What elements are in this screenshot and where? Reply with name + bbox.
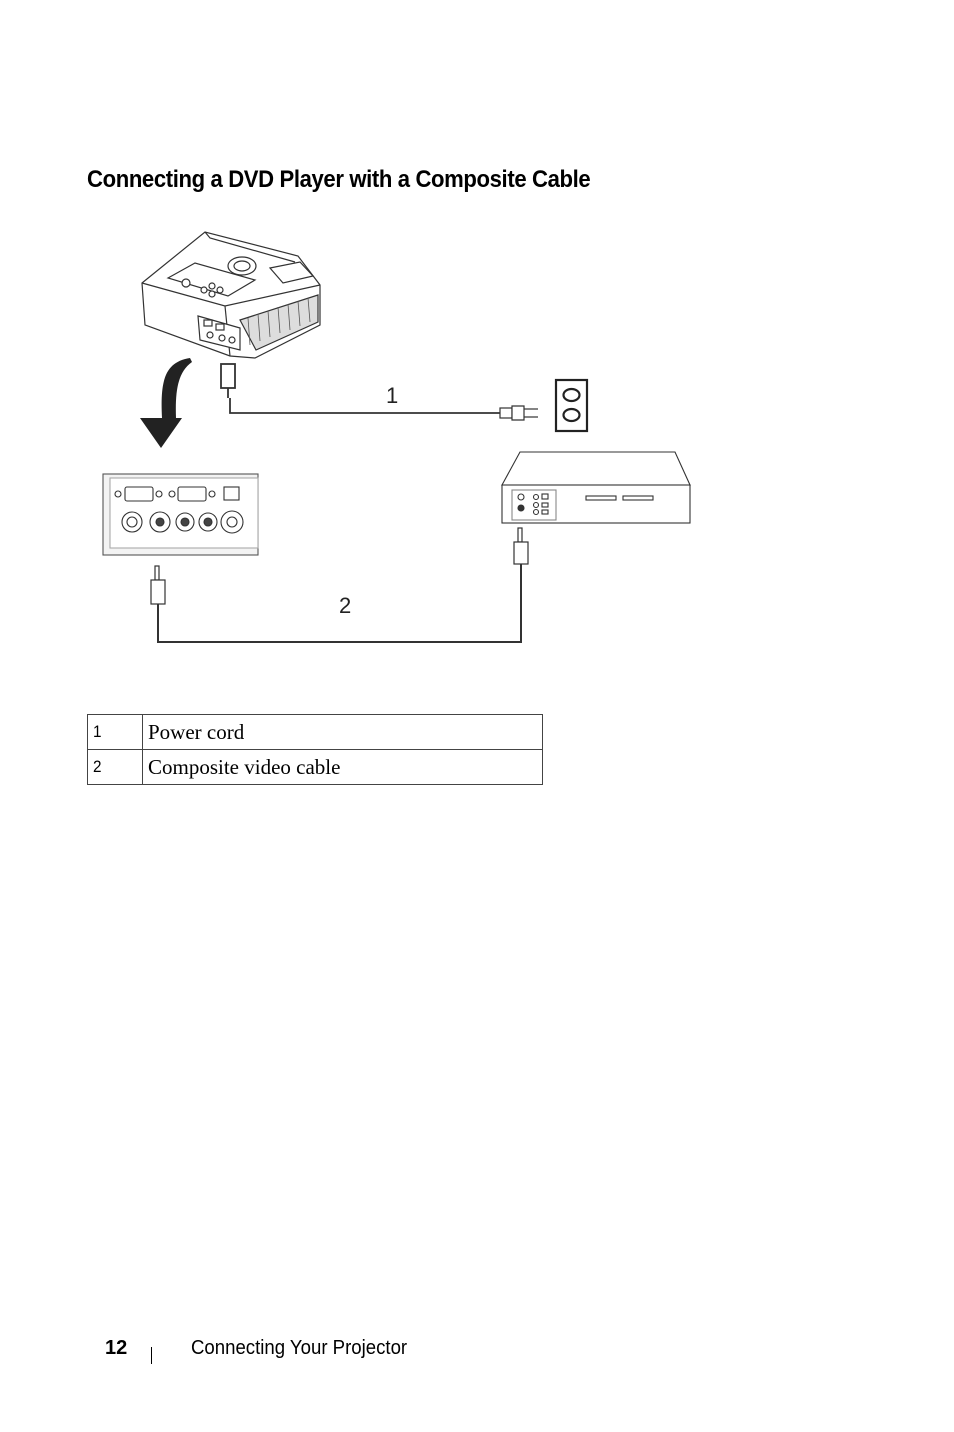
callout-2: 2 <box>339 593 352 618</box>
page-title: Connecting a DVD Player with a Composite Cable <box>87 166 591 193</box>
arrow-down-icon <box>140 358 192 448</box>
table-row <box>88 715 543 750</box>
callout-1: 1 <box>386 383 399 408</box>
legend-number: 1 <box>88 715 138 750</box>
projector-icon <box>142 232 320 358</box>
power-cord <box>221 364 500 413</box>
legend-number: 2 <box>88 750 138 785</box>
connection-diagram <box>0 0 954 700</box>
dvd-player-icon <box>502 452 690 523</box>
footer-divider <box>151 1347 152 1364</box>
legend-table <box>87 714 543 785</box>
legend-label: Composite video cable <box>143 750 543 785</box>
power-plug-icon <box>500 406 538 420</box>
table-row <box>88 750 543 785</box>
connector-panel-icon <box>103 474 258 555</box>
section-title: Connecting Your Projector <box>191 1337 408 1359</box>
page-number: 12 <box>105 1337 128 1359</box>
legend-label: Power cord <box>143 715 543 750</box>
power-outlet-icon <box>556 380 587 431</box>
